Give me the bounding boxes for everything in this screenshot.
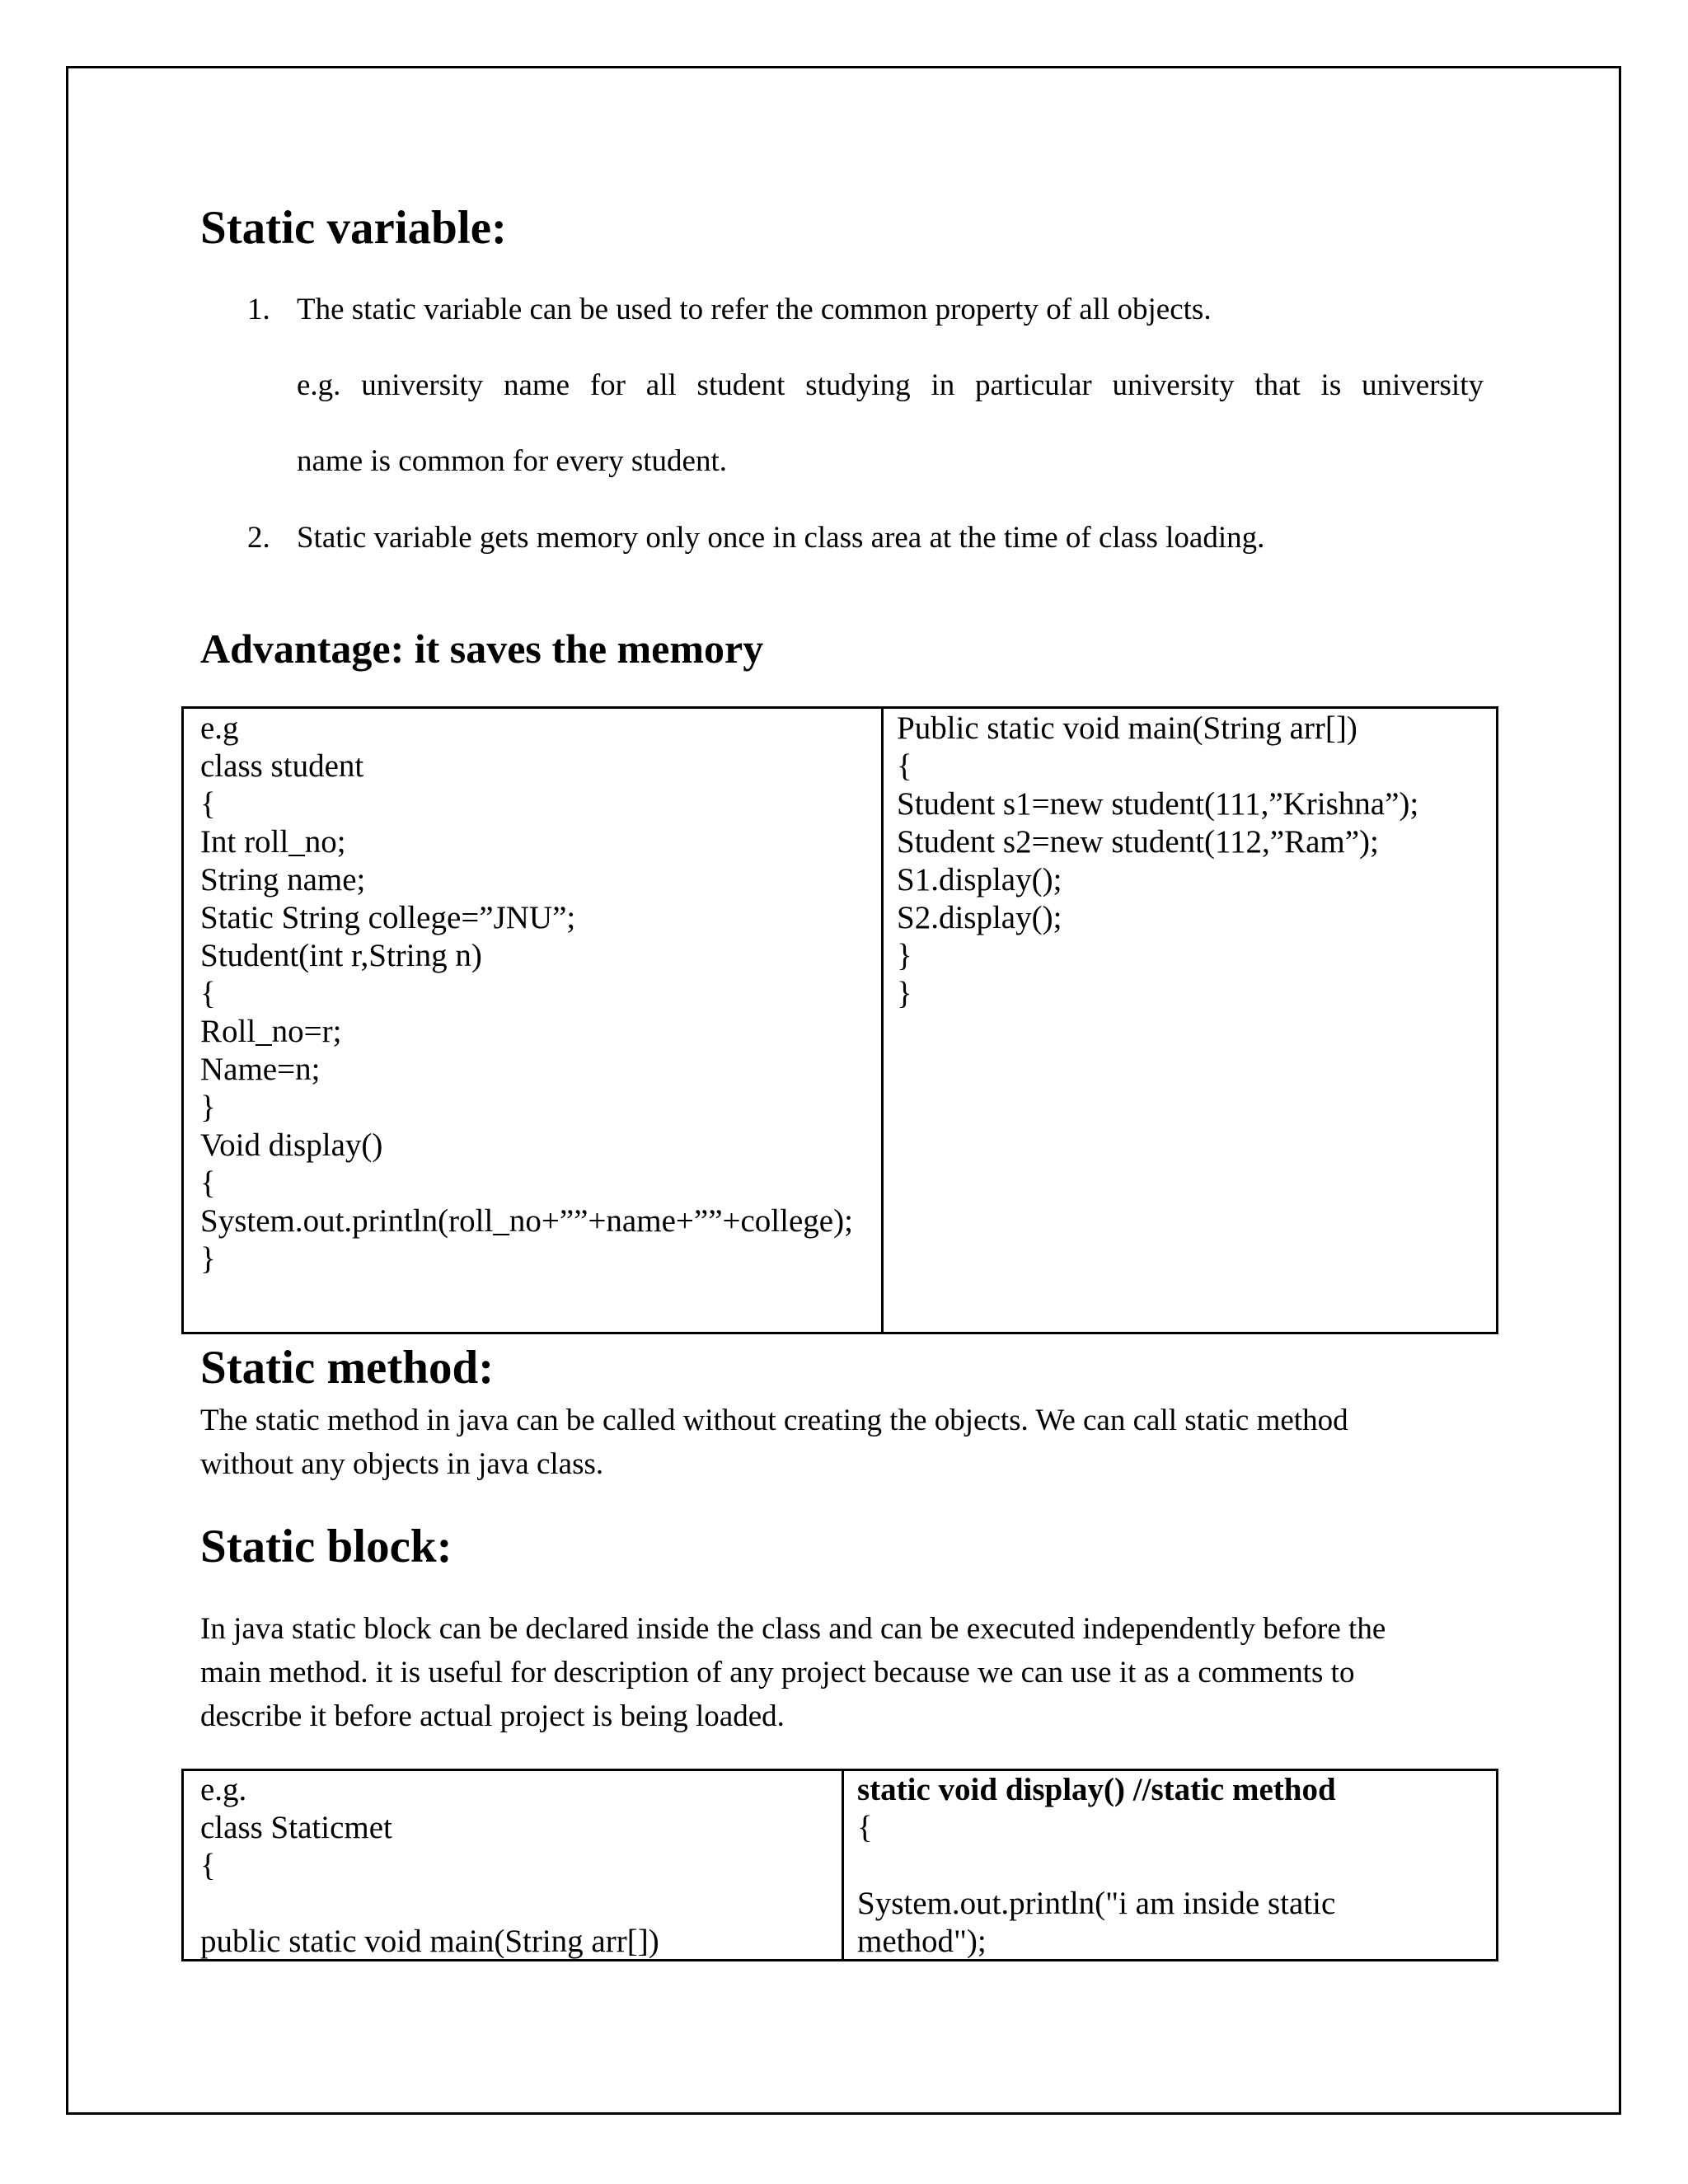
static-block-para-line1: In java static block can be declared inside the class and can be executed independently before the	[200, 1612, 1386, 1646]
list-item-1-example-line2: name is common for every student.	[297, 444, 727, 478]
code-line: S2.display();	[897, 900, 1062, 935]
code-line: {	[200, 976, 216, 1011]
static-method-para-line2: without any objects in java class.	[200, 1447, 604, 1481]
list-item-1-example-line1: e.g. university name for all student studying in particular university that is university	[297, 368, 1484, 402]
code-line: {	[200, 1848, 216, 1883]
static-block-para-line3: describe it before actual project is being loaded.	[200, 1699, 785, 1733]
table-divider	[881, 709, 884, 1332]
code-line: S1.display();	[897, 862, 1062, 898]
code-line: }	[200, 1241, 216, 1277]
code-line: {	[897, 748, 912, 784]
code-line: method");	[857, 1924, 987, 1959]
heading-advantage: Advantage: it saves the memory	[200, 626, 764, 672]
heading-static-variable: Static variable:	[200, 202, 508, 254]
code-line: String name;	[200, 862, 366, 898]
code-line: }	[200, 1090, 216, 1125]
code-line: class student	[200, 748, 364, 784]
code-line: {	[200, 786, 216, 822]
code-line: Int roll_no;	[200, 824, 346, 860]
list-item-1-text: The static variable can be used to refer the common property of all objects.	[297, 293, 1212, 326]
list-number-1: 1.	[247, 293, 270, 326]
code-line: Name=n;	[200, 1052, 321, 1087]
code-line: Void display()	[200, 1127, 383, 1163]
static-block-para-line2: main method. it is useful for description of any project because we can use it as a comments to	[200, 1656, 1355, 1690]
heading-static-block: Static block:	[200, 1521, 452, 1572]
code-line: Student s2=new student(112,”Ram”);	[897, 824, 1379, 860]
code-line: Roll_no=r;	[200, 1014, 342, 1049]
list-item-2-text: Static variable gets memory only once in class area at the time of class loading.	[297, 521, 1265, 555]
static-method-para-line1: The static method in java can be called without creating the objects. We can call static method	[200, 1404, 1348, 1437]
code-line: Student(int r,String n)	[200, 938, 482, 973]
code-line: static void display() //static method	[857, 1772, 1336, 1807]
code-line: {	[200, 1165, 216, 1201]
heading-static-method: Static method:	[200, 1342, 495, 1394]
code-line: e.g	[200, 710, 239, 746]
code-line: class Staticmet	[200, 1810, 392, 1845]
code-line: Static String college=”JNU”;	[200, 900, 576, 935]
code-line: System.out.println("i am inside static	[857, 1886, 1336, 1921]
code-line: }	[897, 976, 912, 1011]
code-line: }	[897, 938, 912, 973]
code-line: System.out.println(roll_no+””+name+””+college);	[200, 1203, 853, 1239]
list-number-2: 2.	[247, 521, 270, 555]
code-line: {	[857, 1810, 873, 1845]
code-line: Public static void main(String arr[])	[897, 710, 1357, 746]
code-line: Student s1=new student(111,”Krishna”);	[897, 786, 1419, 822]
code-line: public static void main(String arr[])	[200, 1924, 659, 1959]
table-divider	[842, 1771, 844, 1959]
code-line: e.g.	[200, 1772, 247, 1807]
